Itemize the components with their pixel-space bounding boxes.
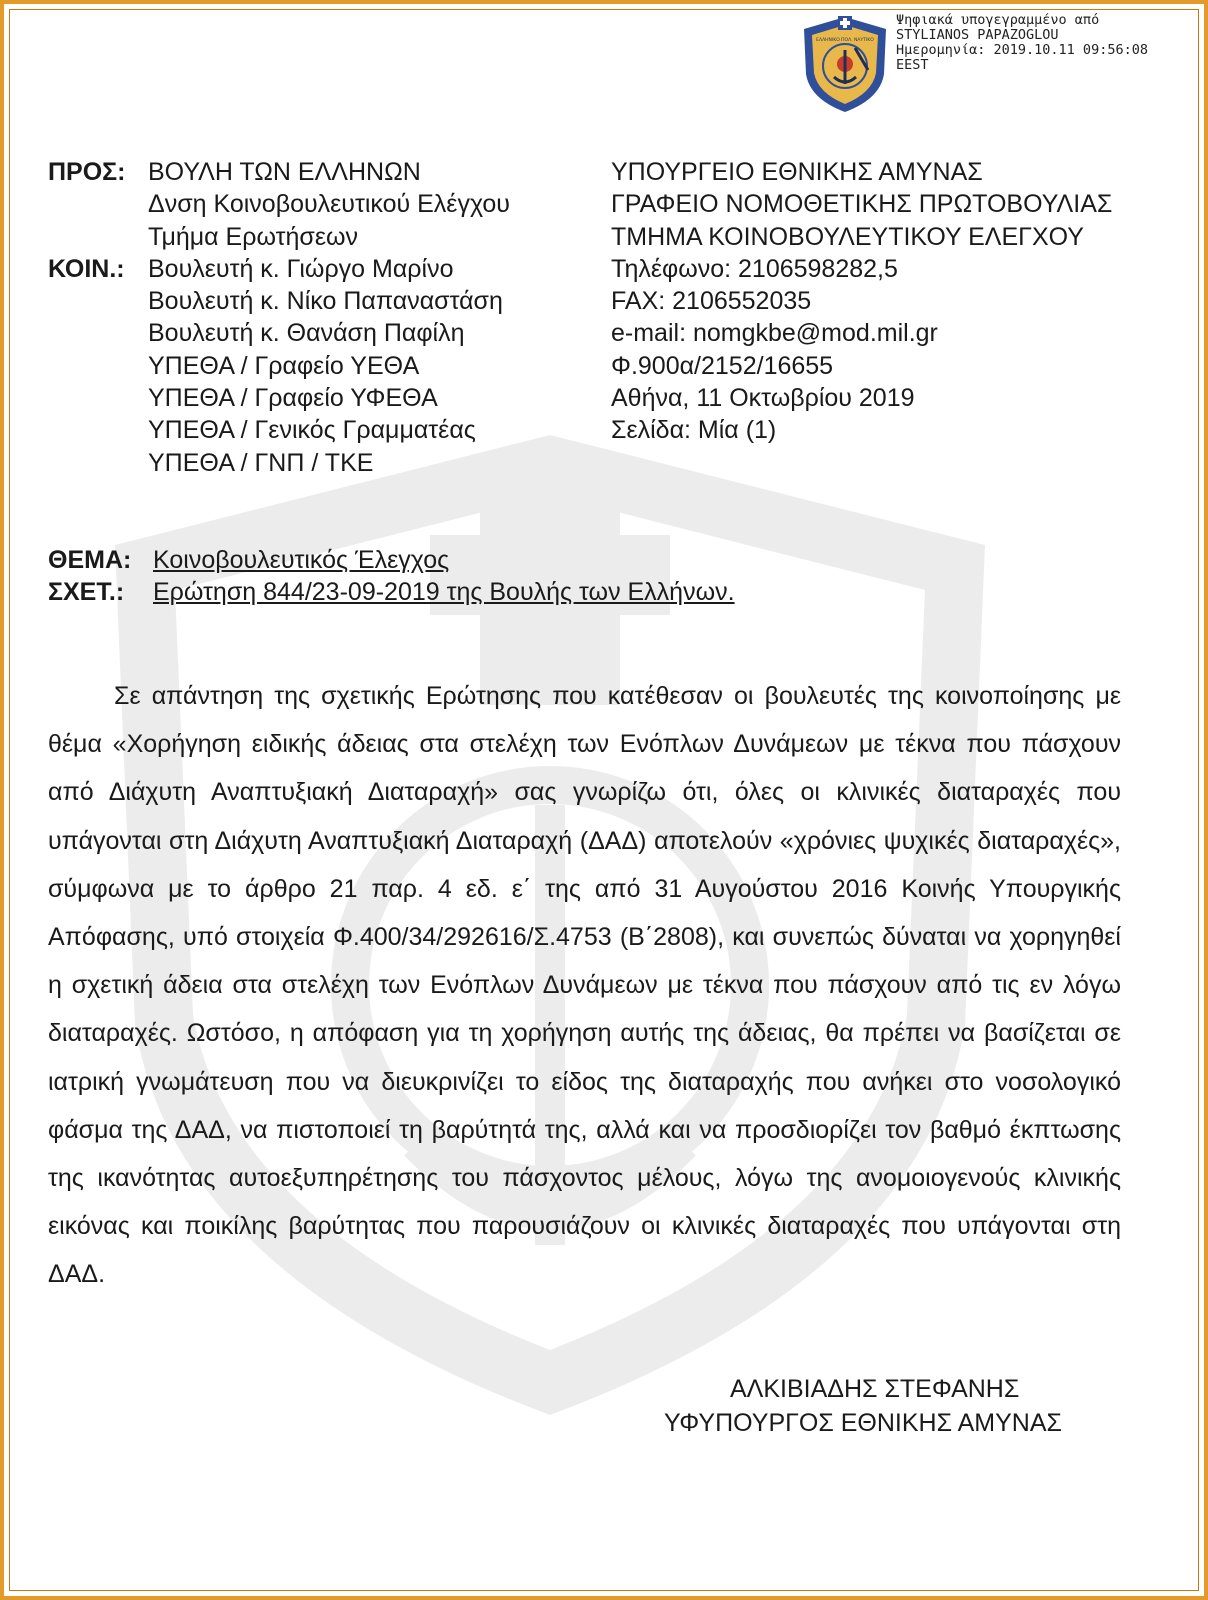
signatory-name: ΑΛΚΙΒΙΑΔΗΣ ΣΤΕΦΑΝΗΣ xyxy=(730,1375,1020,1403)
signature-line-4: EEST xyxy=(896,57,929,73)
cc-line: ΥΠΕΘΑ / ΓΝΠ / ΤΚΕ xyxy=(148,448,374,477)
subject-block xyxy=(48,544,735,608)
cc-row xyxy=(48,447,510,479)
signature-line-1: Ψηφιακά υπογεγραμμένο από xyxy=(896,12,1100,28)
navy-shield-emblem-icon xyxy=(800,14,890,114)
reference-label: ΣΧΕΤ.: xyxy=(48,578,125,606)
cc-row xyxy=(48,317,510,349)
emblem-stamp-text: ΕΛΛΗΝΙΚΟ ΠΟΛ. ΝΑΥΤΙΚΟ xyxy=(816,38,874,43)
subject-label: ΘΕΜΑ: xyxy=(48,546,132,574)
signature-block xyxy=(600,1372,1120,1440)
reference-row xyxy=(48,576,735,608)
signature-line-3: Ημερομηνία: 2019.10.11 09:56:08 xyxy=(896,42,1148,58)
sender-block xyxy=(611,156,1112,447)
document-date: Αθήνα, 11 Οκτωβρίου 2019 xyxy=(611,384,915,413)
body-paragraph: Σε απάντηση της σχετικής Ερώτησης που κατέθεσαν οι βουλευτές της κοινοποίησης με θέμα «Χορήγηση ειδικής άδειας στα στελέχη των Ενόπλων Δυνάμεων με τέκνα που πάσχουν από Διάχυτη Αναπτυξιακή Διαταραχή» σας γνωρίζω ότι, όλες οι κλινικές διαταραχές που υπάγονται στη Διάχυτη Αναπτυξιακή Διαταραχή (ΔΑΔ) αποτελούν «χρόνιες ψυχικές διαταραχές», σύμφωνα με το άρθρο 21 παρ. 4 εδ. ε΄ της από 31 Αυγούστου 2016 Κοινής Υπουργικής Απόφασης, υπό στοιχεία Φ.400/34/292616/Σ.4753 (Β΄2808), και συνεπώς δύναται να χορηγηθεί η σχετική άδεια στα στελέχη των Ενόπλων Δυνάμεων με τέκνα που πάσχουν από τις εν λόγω διαταραχές. Ωστόσο, η απόφαση για τη χορήγηση αυτής της άδειας, θα πρέπει να βασίζεται σε ιατρική γνωμάτευση που να διευκρινίζει το είδος της διαταραχής που ανήκει στο νοσολογικό φάσμα της ΔΑΔ, να πιστοποιεί τη βαρύτητά της, αλλά και να προσδιορίζει τον βαθμό έκπτωσης της ικανότητας αυτοεξυπηρέτησης του πάσχοντος μέλους, λόγω της ανομοιογενούς κλινικής εικόνας και ποικίλης βαρύτητας που παρουσιάζουν οι κλινικές διαταραχές που υπάγονται στη ΔΑΔ. xyxy=(48,682,1121,1289)
recipients-block xyxy=(48,156,510,479)
to-row xyxy=(48,188,510,220)
cc-row xyxy=(48,253,510,285)
sender-department: ΤΜΗΜΑ ΚΟΙΝΟΒΟΥΛΕΥΤΙΚΟΥ ΕΛΕΓΧΟΥ xyxy=(611,222,1084,251)
sender-email: e-mail: nomgkbe@mod.mil.gr xyxy=(611,319,938,348)
cc-line: ΥΠΕΘΑ / Γενικός Γραμματέας xyxy=(148,416,476,445)
to-row xyxy=(48,221,510,253)
subject-value: Κοινοβουλευτικός Έλεγχος xyxy=(153,546,450,574)
cc-line: Βουλευτή κ. Θανάση Παφίλη xyxy=(148,319,465,348)
cc-line: Βουλευτή κ. Νίκο Παπαναστάση xyxy=(148,287,503,316)
signature-line-2: STYLIANOS PAPAZOGLOU xyxy=(896,27,1059,43)
cc-line: Βουλευτή κ. Γιώργο Μαρίνο xyxy=(148,254,454,283)
sender-office: ΓΡΑΦΕΙΟ ΝΟΜΟΘΕΤΙΚΗΣ ΠΡΩΤΟΒΟΥΛΙΑΣ xyxy=(611,190,1113,219)
cc-row xyxy=(48,382,510,414)
page-count: Σελίδα: Μία (1) xyxy=(611,416,777,445)
to-line: Τμήμα Ερωτήσεων xyxy=(148,222,358,251)
sender-phone: Τηλέφωνο: 2106598282,5 xyxy=(611,254,898,283)
to-label: ΠΡΟΣ: xyxy=(48,158,126,186)
sender-ministry: ΥΠΟΥΡΓΕΙΟ ΕΘΝΙΚΗΣ ΑΜΥΝΑΣ xyxy=(611,158,983,186)
signatory-title: ΥΦΥΠΟΥΡΓΟΣ ΕΘΝΙΚΗΣ ΑΜΥΝΑΣ xyxy=(664,1409,1062,1437)
digital-signature-info xyxy=(896,13,1196,73)
reference-value: Ερώτηση 844/23-09-2019 της Βουλής των Ελλήνων. xyxy=(153,578,735,606)
cc-row xyxy=(48,350,510,382)
to-line: ΒΟΥΛΗ ΤΩΝ ΕΛΛΗΝΩΝ xyxy=(148,158,421,186)
cc-label: ΚΟΙΝ.: xyxy=(48,254,125,283)
cc-row xyxy=(48,285,510,317)
cc-row xyxy=(48,414,510,446)
sender-fax: FAX: 2106552035 xyxy=(611,287,812,316)
to-line: Δνση Κοινοβουλευτικού Ελέγχου xyxy=(148,190,510,219)
cc-line: ΥΠΕΘΑ / Γραφείο ΥΕΘΑ xyxy=(148,351,420,380)
cc-line: ΥΠΕΘΑ / Γραφείο ΥΦΕΘΑ xyxy=(148,384,438,413)
to-row xyxy=(48,156,510,188)
document-reference: Φ.900α/2152/16655 xyxy=(611,351,834,380)
subject-row xyxy=(48,544,735,576)
